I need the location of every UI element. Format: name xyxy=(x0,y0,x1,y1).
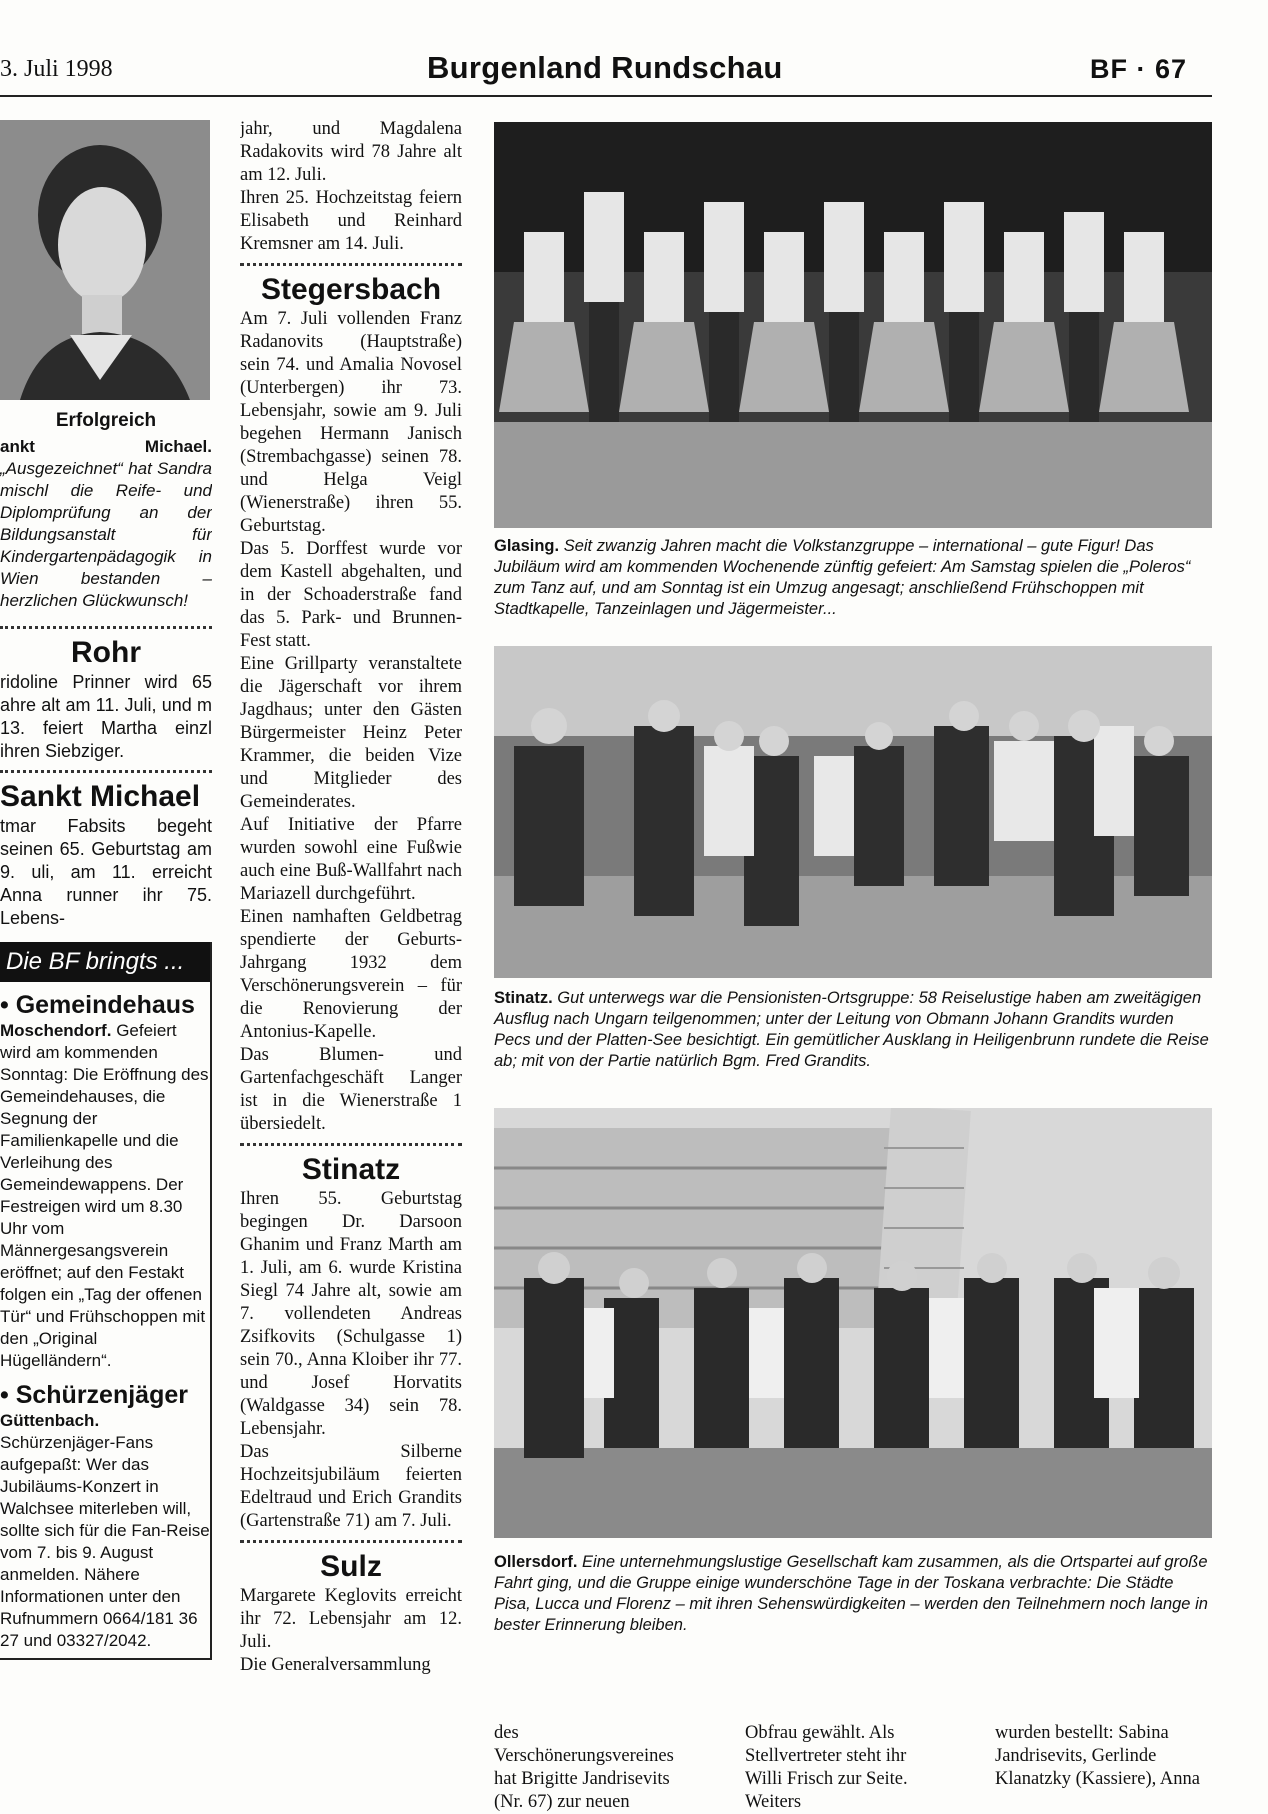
rohr-text: ridoline Prinner wird 65 ahre alt am 11. Juli, und m 13. feiert Martha einzl ihren Siebziger. xyxy=(0,672,212,761)
sankt-michael-text: tmar Fabsits begeht seinen 65. Geburtstag am 9. uli, am 11. erreicht Anna runner ihr 75. Lebens- xyxy=(0,816,212,928)
stinatz-p2: Das Silberne Hochzeitsjubiläum feierten Edeltraud und Erich Grandits (Gartenstraße 71) am 7. Juli. xyxy=(240,1442,462,1531)
sulz-p1: Margarete Keglovits erreicht ihr 72. Lebensjahr am 12. Juli. xyxy=(240,1586,462,1652)
divider xyxy=(240,1143,462,1146)
bottom-text-column-2: Obfrau gewählt. Als Stellvertreter steht ihr Willi Frisch zur Seite. Weiters xyxy=(745,1723,908,1812)
section-heading-sulz: Sulz xyxy=(320,1550,382,1583)
photo-glasing-dancers xyxy=(494,122,1212,528)
divider xyxy=(0,626,212,629)
divider xyxy=(240,263,462,266)
stegersbach-p5: Einen namhaften Geldbetrag spendierte der Geburts-Jahrgang 1932 dem Verschönerungsverein – für die Renovierung der Antonius-Kapelle. xyxy=(240,907,462,1042)
section-heading-sankt-michael: Sankt Michael xyxy=(0,780,201,813)
sulz-p2: Die Generalversammlung xyxy=(240,1655,431,1675)
section-heading-stinatz: Stinatz xyxy=(301,1153,401,1186)
bottom-text-column-3: wurden bestellt: Sabina Jandrisevits, Gerlinde Klanatzky (Kassiere), Anna xyxy=(995,1723,1200,1789)
gemeindehaus-body: Gefeiert wird am kommenden Sonntag: Die Eröffnung des Gemeindehauses, die Segnung der Familienkapelle und die Verleihung des Gemeindewappens. Der Festreigen wird um 8.30 Uhr vom Männergesangsverein eröffnet; auf den Festakt folgen ein „Tag der offenen Tür“ und Frühschoppen mit den „Original Hügelländern“. xyxy=(0,1021,209,1370)
gemeindehaus-heading: • Gemeindehaus xyxy=(0,991,195,1019)
caption-glasing-place: Glasing. xyxy=(494,537,560,555)
middle-column xyxy=(240,118,462,1788)
bf-bringts-label: Die BF bringts ... xyxy=(0,942,210,982)
portrait-text: „Ausgezeichnet“ hat Sandra mischl die Reife- und Diplomprüfung an der Bildungsanstalt für Kindergartenpädagogik in Wien bestanden – herzlichen Glückwunsch! xyxy=(0,459,212,610)
section-heading-rohr: Rohr xyxy=(71,636,141,669)
caption-glasing-text: Seit zwanzig Jahren macht die Volkstanzgruppe – international – gute Figur! Das Jubiläum wird am kommenden Wochenende zünftig gefeiert: Am Samstag spielen die „Poleros“ zum Tanz auf, und am Sonntag ist ein Umzug angesagt; anschließend Frühschoppen mit Stadtkapelle, Tanzeinlagen und Jägermeister... xyxy=(494,537,1191,618)
stegersbach-p6: Das Blumen- und Gartenfachgeschäft Langer ist in die Wienerstraße 1 übersiedelt. xyxy=(240,1045,462,1134)
portrait-title: Erfolgreich xyxy=(55,410,157,431)
portrait-place: ankt Michael. xyxy=(0,437,212,456)
stegersbach-p2: Das 5. Dorffest wurde vor dem Kastell abgehalten, und in der Schoaderstraße fand das 5. Park- und Brunnen-Fest statt. xyxy=(240,539,462,651)
stegersbach-p4: Auf Initiative der Pfarre wurden sowohl eine Fußwie auch eine Buß-Wallfahrt nach Mariazell durchgeführt. xyxy=(240,815,462,904)
caption-ollersdorf-place: Ollersdorf. xyxy=(494,1553,578,1571)
schuerzenjaeger-heading: • Schürzenjäger xyxy=(0,1381,188,1409)
stegersbach-p3: Eine Grillparty veranstaltete die Jägerschaft vor ihrem Jagdhaus; unter den Gästen Bürgermeister Heinz Peter Krammer, die beiden Vize und Mitglieder des Gemeinderates. xyxy=(240,654,462,812)
portrait-caption xyxy=(0,436,212,612)
caption-stinatz xyxy=(494,988,1214,1072)
divider xyxy=(0,770,212,773)
intro-text: jahr, und Magdalena Radakovits wird 78 Jahre alt am 12. Juli. xyxy=(240,119,462,185)
schuerzenjaeger-place: Güttenbach. xyxy=(0,1411,100,1430)
photo-ollersdorf-pisa xyxy=(494,1108,1212,1538)
gemeindehaus-text xyxy=(0,1020,210,1372)
left-column xyxy=(0,120,212,1770)
caption-ollersdorf-text: Eine unternehmungslustige Gesellschaft kam zusammen, als die Ortspartei auf große Fahrt ging, und die Gruppe einige wunderschöne Tage in der Toskana verbrachte: Die Städte Pisa, Lucca und Florenz – mit ihren Sehenswürdigkeiten – werden den Teilnehmern noch lange in bester Erinnerung bleiben. xyxy=(494,1553,1208,1634)
schuerzenjaeger-text xyxy=(0,1410,210,1658)
page-number: BF · 67 xyxy=(1090,54,1188,84)
photo-stinatz-group xyxy=(494,646,1212,978)
newspaper-title: Burgenland Rundschau xyxy=(427,50,783,85)
caption-glasing xyxy=(494,536,1214,620)
divider xyxy=(240,1540,462,1543)
gemeindehaus-place: Moschendorf. xyxy=(0,1021,112,1040)
portrait-photo xyxy=(0,120,210,400)
issue-date: 3. Juli 1998 xyxy=(0,56,113,82)
caption-stinatz-text: Gut unterwegs war die Pensionisten-Ortsgruppe: 58 Reiselustige haben am zweitägigen Ausflug nach Ungarn teilgenommen; unter der Leitung von Obmann Johann Grandits wurden Pecs und der Platten-See besichtigt. Ein gemütlicher Ausklang in Heiligenbrunn rundete die Reise ab; mit von der Partie natürlich Bgm. Fred Grandits. xyxy=(494,989,1209,1070)
section-heading-stegersbach: Stegersbach xyxy=(260,273,442,306)
header-rule xyxy=(0,95,1212,97)
bottom-text-column-1: des Verschönerungsvereines hat Brigitte Jandrisevits (Nr. 67) zur neuen xyxy=(494,1723,674,1812)
bf-bringts-box xyxy=(0,942,212,1660)
stinatz-p1: Ihren 55. Geburtstag begingen Dr. Darsoon Ghanim und Franz Marth am 1. Juli, am 6. wurde Kristina Siegl 74 Jahre alt, sowie am 7. vollendeten Andreas Zsifkovits (Schulgasse 1) sein 70., Anna Kloiber ihr 77. und Josef Horvatits (Waldgasse 34) sein 78. Lebensjahr. xyxy=(240,1189,462,1439)
caption-stinatz-place: Stinatz. xyxy=(494,989,553,1007)
schuerzenjaeger-body: Schürzenjäger-Fans aufgepaßt: Wer das Jubiläums-Konzert in Walchsee miterleben will, sollte sich für die Fan-Reise vom 7. bis 9. August anmelden. Nähere Informationen unter den Rufnummern 0664/181 36 27 und 03327/2042. xyxy=(0,1433,210,1650)
caption-ollersdorf xyxy=(494,1552,1214,1636)
stegersbach-p1: Am 7. Juli vollenden Franz Radanovits (Hauptstraße) sein 74. und Amalia Novosel (Unterbergen) ihr 73. Lebensjahr, sowie am 9. Juli begehen Hermann Janisch (Strembachgasse) seinen 78. und Helga Veigl (Wienerstraße) ihren 55. Geburtstag. xyxy=(240,309,462,536)
intro-text-2: Ihren 25. Hochzeitstag feiern Elisabeth und Reinhard Kremsner am 14. Juli. xyxy=(240,188,462,254)
